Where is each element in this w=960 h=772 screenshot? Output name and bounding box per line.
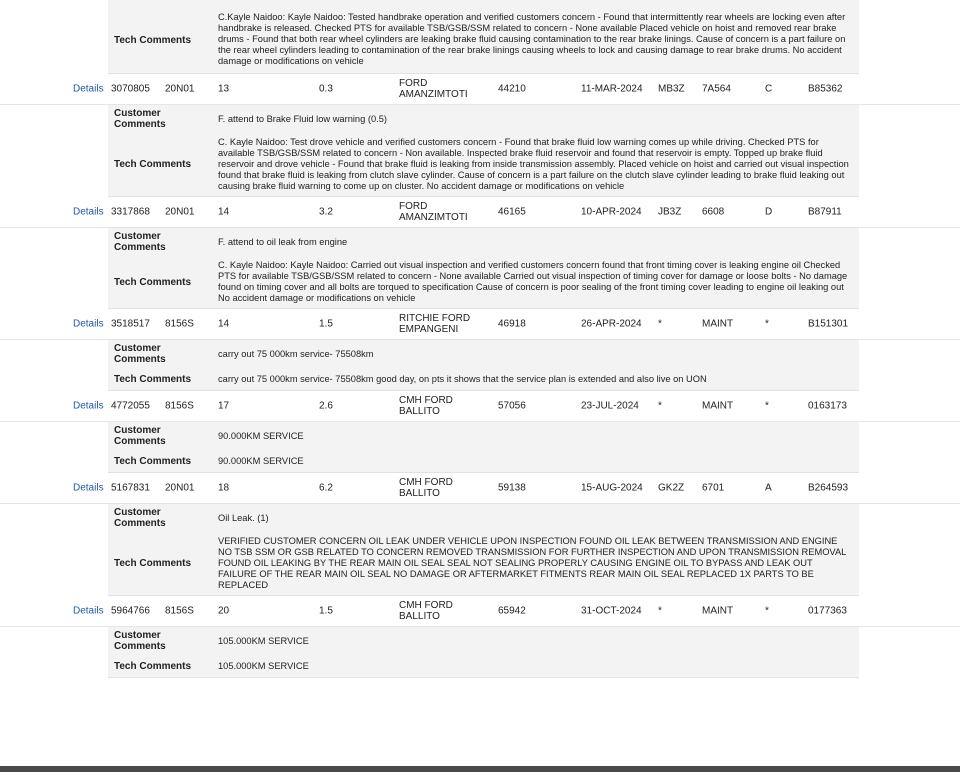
tech-comments-text: C. Kayle Naidoo: Test drove vehicle and verified customers concern - Found that brake fluid low warning comes up while driving. Checked PTS for available TSB/GSB/SSM related to concern - Non available. Inspected brake fluid reservoir and found that reservoir is empty. Topped up brake fluid reservoir and drove vehicle - Found that brake fluid is leaking from inside transmission assembly. Placed vehicle on hoist and carried out visual inspection found that brake fluid is leaking from clutch slave cylinder. Cause of concern is a part failure on the clutch slave cylinder leading to brake fluid leaking out causing brake fluid warning to come up on cluster. No accident damage or modifications on vehicle [218, 137, 849, 191]
tech-comments-row [108, 8, 859, 73]
record-row [0, 596, 960, 627]
tech-comments-label: Tech Comments [114, 558, 192, 569]
detail-block [108, 228, 859, 309]
bottom-bar [0, 766, 960, 772]
part-base: 6701 [702, 482, 725, 494]
customer-comments-text: Oil Leak. (1) [218, 512, 269, 523]
labour-hours: 2.6 [319, 400, 333, 412]
claim-reference: B264593 [808, 482, 849, 494]
part-prefix: MB3Z [658, 83, 685, 95]
odometer: 46165 [498, 206, 526, 218]
sequence: 17 [218, 400, 230, 412]
part-prefix: * [658, 400, 662, 412]
part-suffix: * [765, 605, 769, 617]
odometer: 59138 [498, 482, 526, 494]
customer-comments-text: carry out 75 000km service- 75508km [218, 348, 374, 359]
detail-block-top [108, 0, 859, 74]
claim-reference: B87911 [808, 206, 842, 218]
sequence: 20 [218, 605, 230, 617]
detail-block [108, 627, 859, 678]
labour-hours: 6.2 [319, 482, 333, 494]
dealer-name: CMH FORD BALLITO [399, 600, 453, 622]
customer-comments-label: Customer Comments [114, 343, 166, 365]
repair-date: 31-OCT-2024 [581, 605, 642, 617]
repair-date: 11-MAR-2024 [581, 83, 643, 95]
details-link[interactable]: Details [73, 605, 104, 617]
customer-comments-row [108, 627, 859, 655]
claim-reference: B151301 [808, 318, 849, 330]
detail-block [108, 340, 859, 391]
tech-comments-text: 90.000KM SERVICE [218, 455, 304, 466]
labour-hours: 1.5 [319, 318, 333, 330]
odometer: 46918 [498, 318, 526, 330]
dealer-name: FORD AMANZIMTOTI [399, 78, 468, 100]
part-prefix: * [658, 605, 662, 617]
tech-comments-row [108, 133, 859, 196]
customer-comments-text: 105.000KM SERVICE [218, 635, 309, 646]
part-base: MAINT [702, 318, 734, 330]
customer-comments-row [108, 105, 859, 133]
job-number: 3317868 [111, 206, 150, 218]
part-prefix: * [658, 318, 662, 330]
customer-comments-text: F. attend to Brake Fluid low warning (0.5) [218, 113, 387, 124]
details-link[interactable]: Details [73, 400, 104, 412]
customer-comments-row [108, 504, 859, 532]
odometer: 44210 [498, 83, 526, 95]
part-base: 6608 [702, 206, 725, 218]
details-link[interactable]: Details [73, 482, 104, 494]
part-base: MAINT [702, 605, 734, 617]
odometer: 65942 [498, 605, 526, 617]
job-number: 5167831 [111, 482, 150, 494]
job-number: 3518517 [111, 318, 150, 330]
tech-comments-label: Tech Comments [114, 276, 192, 288]
tech-comments-label: Tech Comments [114, 35, 192, 46]
customer-comments-label: Customer Comments [114, 425, 166, 447]
record-row [0, 197, 960, 228]
sequence: 18 [218, 482, 230, 494]
labour-code: 8156S [165, 318, 194, 330]
tech-comments-text: C.Kayle Naidoo: Kayle Naidoo: Tested handbrake operation and verified customers concern - Found that intermittently rear wheels are locking even after handbrake is released. Checked PTS for available TSB/GSB/SSM related to concern - None available Placed vehicle on hoist and removed rear brake drums - Found that both rear wheel cylinders are leaking brake fluid causing contamination to the rear brake linings. Cause of concern is a part failure on the rear wheel cylinders leading to contamination of the rear brake linings causing wheels to lock and causing damage to rear brake drums. No accident damage or modifications on vehicle [218, 12, 846, 66]
labour-code: 8156S [165, 400, 194, 412]
labour-code: 20N01 [165, 482, 195, 494]
labour-code: 20N01 [165, 206, 195, 218]
tech-comments-text: C. Kayle Naidoo: Kayle Naidoo: Carried out visual inspection and verified customers concern found that front timing cover is leaking engine oil Checked PTS for available TSB/GSB/SSM related to concern - None available Carried out visual inspection of timing cover for damage or loose bolts - No damage found on timing cover and all bolts are torqued to specification Cause of concern is poor sealing of the front timing cover leading to engine oil leaking out No accident damage or modifications on vehicle [218, 260, 848, 303]
dealer-name: CMH FORD BALLITO [399, 395, 453, 417]
labour-hours: 0.3 [319, 83, 333, 95]
tech-comments-label: Tech Comments [114, 159, 192, 170]
tech-comments-label: Tech Comments [114, 660, 192, 672]
customer-comments-label: Customer Comments [114, 231, 166, 253]
sequence: 14 [218, 206, 230, 218]
job-number: 3070805 [111, 83, 150, 95]
part-suffix: A [765, 482, 772, 494]
job-number: 4772055 [111, 400, 150, 412]
claim-reference: B85362 [808, 83, 843, 95]
dealer-name: CMH FORD BALLITO [399, 477, 453, 499]
tech-comments-text: VERIFIED CUSTOMER CONCERN OIL LEAK UNDER VEHICLE UPON INSPECTION FOUND OIL LEAK BETWEEN TRANSMISSION AND ENGINE NO TSB SSM OR GSB RELATED TO CONCERN REMOVED TRANSMISSION FOR FURTHER INSPECTION AND UPON TRANSMISSION REMOVAL FOUND OIL LEAKING BY THE REAR MAIN OIL SEAL SEAL NOT SEALING PROPERLY CAUSING ENGINE OIL TO BYPASS AND LEAK OUT FAILURE OF THE REAR MAIN OIL SEAL NO DAMAGE OR AFTERMARKET FITMENTS REAR MAIN OIL SEAL REPLACED 1X PARTS TO BE REPLACED [218, 536, 846, 590]
record-row [0, 473, 960, 504]
part-suffix: C [765, 83, 773, 95]
part-base: 7A564 [702, 83, 731, 95]
odometer: 57056 [498, 400, 526, 412]
customer-comments-row [108, 340, 859, 368]
tech-comments-row [108, 256, 859, 308]
part-suffix: * [765, 318, 769, 330]
record-row [0, 309, 960, 340]
part-base: MAINT [702, 400, 734, 412]
claim-reference: 0177363 [808, 605, 847, 617]
dealer-name: FORD AMANZIMTOTI [399, 201, 468, 223]
customer-comments-row [108, 228, 859, 256]
labour-code: 8156S [165, 605, 194, 617]
sequence: 14 [218, 318, 230, 330]
repair-date: 10-APR-2024 [581, 206, 642, 218]
customer-comments-label: Customer Comments [114, 630, 166, 652]
repair-date: 15-AUG-2024 [581, 482, 643, 494]
customer-comments-text: 90.000KM SERVICE [218, 430, 304, 441]
labour-hours: 1.5 [319, 605, 333, 617]
detail-block [108, 422, 859, 473]
tech-comments-row [108, 368, 859, 390]
labour-code: 20N01 [165, 83, 195, 95]
tech-comments-row [108, 450, 859, 472]
record-row [0, 74, 960, 105]
repair-date: 23-JUL-2024 [581, 400, 639, 412]
detail-block [108, 504, 859, 596]
part-prefix: GK2Z [658, 482, 685, 494]
details-link[interactable]: Details [73, 83, 104, 95]
customer-comments-label: Customer Comments [114, 108, 166, 130]
dealer-name: RITCHIE FORD EMPANGENI [399, 313, 471, 335]
job-number: 5964766 [111, 605, 150, 617]
tech-comments-text: carry out 75 000km service- 75508km good day, on pts it shows that the service plan is extended and also live on UON [218, 373, 707, 384]
part-suffix: D [765, 206, 773, 218]
record-row [0, 391, 960, 422]
records-list [0, 74, 960, 678]
details-link[interactable]: Details [73, 206, 104, 218]
sequence: 13 [218, 83, 230, 95]
repair-date: 26-APR-2024 [581, 318, 642, 330]
part-prefix: JB3Z [658, 206, 682, 218]
customer-comments-row [108, 422, 859, 450]
detail-block [108, 105, 859, 197]
customer-comments-text: F. attend to oil leak from engine [218, 236, 348, 247]
tech-comments-text: 105.000KM SERVICE [218, 660, 309, 671]
customer-comments-label: Customer Comments [114, 507, 166, 529]
tech-comments-row [108, 532, 859, 595]
tech-comments-row [108, 655, 859, 677]
tech-comments-label: Tech Comments [114, 373, 192, 385]
details-link[interactable]: Details [73, 318, 104, 330]
part-suffix: * [765, 400, 769, 412]
claim-reference: 0163173 [808, 400, 847, 412]
tech-comments-label: Tech Comments [114, 455, 192, 467]
labour-hours: 3.2 [319, 206, 333, 218]
